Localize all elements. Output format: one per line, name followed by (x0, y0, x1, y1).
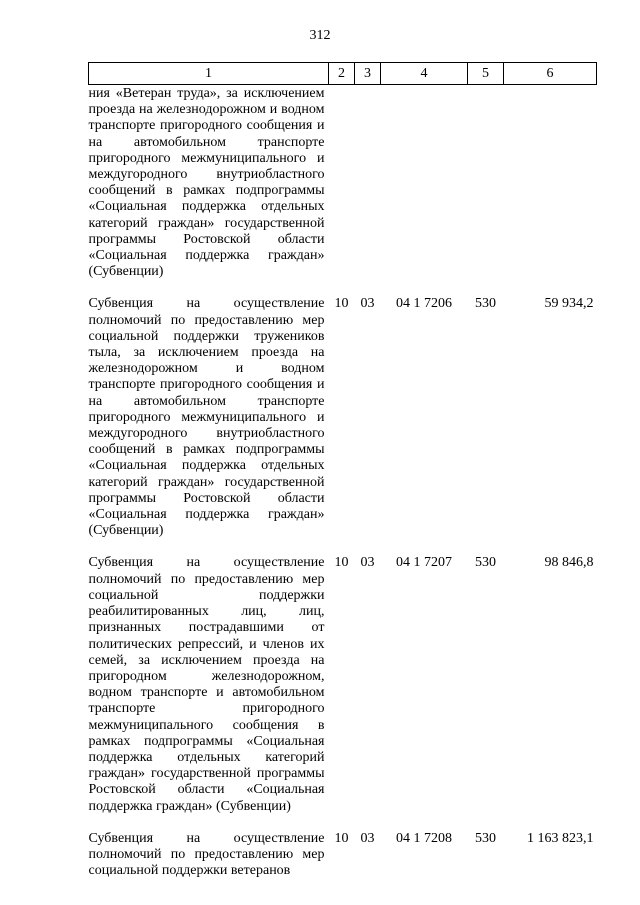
row-section: 10 (334, 830, 349, 846)
table-row (89, 280, 597, 539)
row-target-article: 04 1 7208 (396, 830, 452, 846)
row-section: 10 (334, 555, 349, 571)
column-header-3: 3 (355, 63, 381, 85)
row-amount: 1 163 823,1 (527, 830, 594, 846)
row-description: Субвенция на осуществление полномочий по предоставлению мер социальной поддержки реабилитированных лиц, лиц, признанных пострадавшими от политических репрессий, и членов их семей, за исключением проезда на пригородном железнодорожном, водном транспорте и автомобильном транспорте пригородного межмуниципального сообщения в рамках подпрограммы «Социальная поддержка отдельных категорий граждан» государственной программы Ростовской области «Социальная поддержка граждан» (Субвенции) (88, 555, 325, 814)
page-number: 312 (309, 28, 331, 43)
row-subsection: 03 (360, 296, 375, 312)
row-target-article: 04 1 7206 (396, 296, 452, 312)
row-description: Субвенция на осуществление полномочий по предоставлению мер социальной поддержки ветеранов (88, 830, 325, 879)
row-section (329, 85, 355, 281)
row-target-article (381, 85, 468, 281)
table-row (89, 539, 597, 814)
budget-table (88, 62, 597, 879)
row-subsection (355, 85, 381, 281)
row-subsection: 03 (360, 830, 375, 846)
row-expense-type: 530 (475, 555, 496, 571)
row-expense-type (468, 85, 504, 281)
table-row (89, 815, 597, 880)
row-subsection: 03 (360, 555, 375, 571)
table-header-row (89, 63, 597, 85)
row-amount (504, 85, 597, 281)
column-header-5: 5 (468, 63, 504, 85)
row-target-article: 04 1 7207 (396, 555, 452, 571)
row-amount: 59 934,2 (544, 296, 594, 312)
column-header-6: 6 (504, 63, 597, 85)
row-expense-type: 530 (475, 296, 496, 312)
column-header-4: 4 (381, 63, 468, 85)
row-amount: 98 846,8 (544, 555, 594, 571)
row-description: Субвенция на осуществление полномочий по предоставлению мер социальной поддержки тружеников тыла, за исключением проезда на железнодорожном и водном транспорте пригородного сообщения и на автомобильном транспорте пригородного межмуниципального и междугородного внутриобластного сообщений в рамках подпрограммы «Социальная поддержка отдельных категорий граждан» государственной программы Ростовской области «Социальная поддержка граждан» (Субвенции) (88, 296, 325, 539)
column-header-2: 2 (329, 63, 355, 85)
table-row (89, 85, 597, 281)
row-description: ния «Ветеран труда», за исключением проезда на железнодорожном и водном транспорте пригородного сообщения и на автомобильном транспорте пригородного межмуниципального и междугородного внутриобластного сообщений в рамках подпрограммы «Социальная поддержка отдельных категорий граждан» государственной программы Ростовской области «Социальная поддержка граждан» (Субвенции) (88, 86, 325, 280)
column-header-1: 1 (89, 63, 329, 85)
row-expense-type: 530 (475, 830, 496, 846)
row-section: 10 (334, 296, 349, 312)
